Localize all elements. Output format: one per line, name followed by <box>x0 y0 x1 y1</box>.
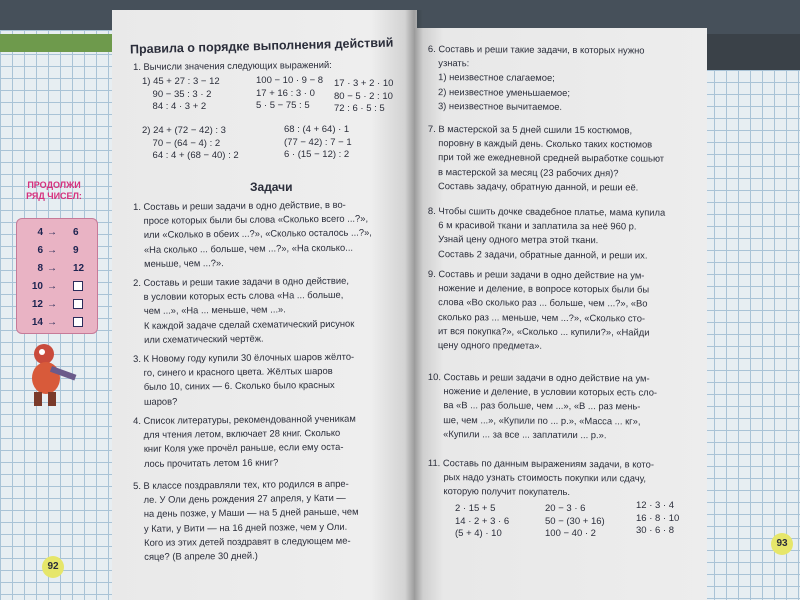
expressions-11a: 2 · 15 + 5 14 · 2 + 3 · 6 (5 + 4) · 10 <box>455 503 510 540</box>
problem-5: 5. В классе поздравляли тех, кто родился в апре- ле. У Оли день рождения 27 апреля, у Кати — на день позже, у Маши — на 5 дней раньше, чем у Кати, у Вити — на 16 дней позже, чем у Оли. Кого из этих детей поздравят в следующем ме- сяце? (В апреле 30 дней.) <box>133 477 359 563</box>
problem-7: 7. В мастерской за 5 дней сшили 15 костюмов, поровну в каждый день. Сколько таких костюмов при той же ежедневной средней выработке сошьют в мастерской за месяц (23 рабочих дня)? Составь задачу, обратную данной, и реши её. <box>427 122 665 193</box>
page-number-left: 92 <box>42 556 64 578</box>
page-title: Правила о порядке выполнения действий <box>129 35 394 57</box>
empty-box <box>73 299 83 312</box>
arrow-icon: → <box>47 317 57 328</box>
expressions-11b: 20 − 3 · 6 50 − (30 + 16) 100 − 40 · 2 <box>545 503 605 540</box>
arrow-icon: → <box>47 299 57 310</box>
arrow-icon: → <box>47 227 57 238</box>
arrow-icon: → <box>47 263 57 274</box>
expressions-11c: 12 · 3 · 4 16 · 8 · 10 30 · 6 · 8 <box>636 500 680 537</box>
problem-10: 10. Составь и реши задачи в одно действие на ум- ножение и деление, в условии которых есть сло- ва «В ... раз больше, чем ...», «В ... раз мень- ше, чем ...», «Купили по ... р.», «Масса ... кг», «Купили ... за все ... заплатили ... р.». <box>427 370 658 441</box>
problem-11: 11. Составь по данным выражениям задачи, в кото- рых надо узнать стоимость покупки или сдачу, которую получит покупатель. <box>427 456 655 498</box>
empty-box <box>73 281 83 294</box>
problem-2: 2. Составь и реши такие задачи в одно действие, в условии которых есть слова «На ... больше, чем ...», «На ... меньше, чем ...». К каждой задаче сделай схематический рисунок или схематический чертёж. <box>133 274 355 345</box>
right-margin-grid <box>702 70 800 600</box>
sequence-title: ПРОДОЛЖИ РЯД ЧИСЕЛ: <box>26 180 82 201</box>
mascot-illustration <box>16 340 86 410</box>
problem-3: 3. К Новому году купили 30 ёлочных шаров жёлто- го, синего и красного цвета. Жёлтых шаров было 10, синих — 6. Сколько было красных шаров? <box>133 350 355 407</box>
arrow-icon: → <box>47 281 57 292</box>
arrow-icon: → <box>47 245 57 256</box>
green-strip <box>0 34 120 52</box>
book-spine <box>405 10 423 600</box>
problem-4: 4. Список литературы, рекомендованной ученикам для чтения летом, включает 28 книг. Сколько книг Коля уже прочёл раньше, если ему оста- лось прочитать летом 16 книг? <box>133 412 356 469</box>
problem-9: 9. Составь и реши задачи в одно действие на ум- ножение и деление, в вопросе которых были бы слова «Во сколько раз ... больше, чем ...?», «Во сколько раз ... меньше, чем ...?», «Сколько сто- ит вся покупка?», «Сколько ... купили?», «Найди цену одного предмета». <box>427 267 650 351</box>
expressions-2a: 2) 24 + (72 − 42) : 3 70 − (64 − 4) : 2 64 : 4 + (68 − 40) : 2 <box>142 125 239 162</box>
problem-1: 1. Составь и реши задачи в одно действие, в во- просе которых были бы слова «Сколько всего ...?», или «Сколько в обеих ...?», «Сколько осталось ...?», «На сколько ... больше, чем ...?», «На сколько... меньше, чем ...?». <box>133 198 372 269</box>
expressions-1c: 17 · 3 + 2 · 10 80 − 5 · 2 : 10 72 : 6 · 5 : 5 <box>334 78 394 115</box>
section-heading: Задачи <box>250 180 293 194</box>
task-1-heading: 1. Вычисли значения следующих выражений: <box>133 58 332 72</box>
number-sequence: 4 → 6 6 → 9 8 → 12 10 → 12 → 14 → <box>16 218 98 334</box>
expressions-2b: 68 : (4 + 64) · 1 (77 − 42) : 7 − 1 6 · (15 − 12) : 2 <box>284 124 352 161</box>
page-number-right: 93 <box>771 533 793 555</box>
problem-6: 6. Составь и реши такие задачи, в которых нужно узнать: 1) неизвестное слагаемое; 2) неизвестное уменьшаемое; 3) неизвестное вычитаемое. <box>427 42 645 112</box>
problem-8: 8. Чтобы сшить дочке свадебное платье, мама купила 6 м красивой ткани и заплатила за неё 960 р. Узнай цену одного метра этой ткани. Составь 2 задачи, обратные данной, и реши их. <box>427 204 666 261</box>
empty-box <box>73 317 83 330</box>
expressions-1b: 100 − 10 · 9 − 8 17 + 16 : 3 · 0 5 · 5 − 75 : 5 <box>256 75 324 112</box>
expressions-1a: 1) 45 + 27 : 3 − 12 90 − 35 : 3 · 2 84 : 4 · 3 + 2 <box>142 76 220 113</box>
